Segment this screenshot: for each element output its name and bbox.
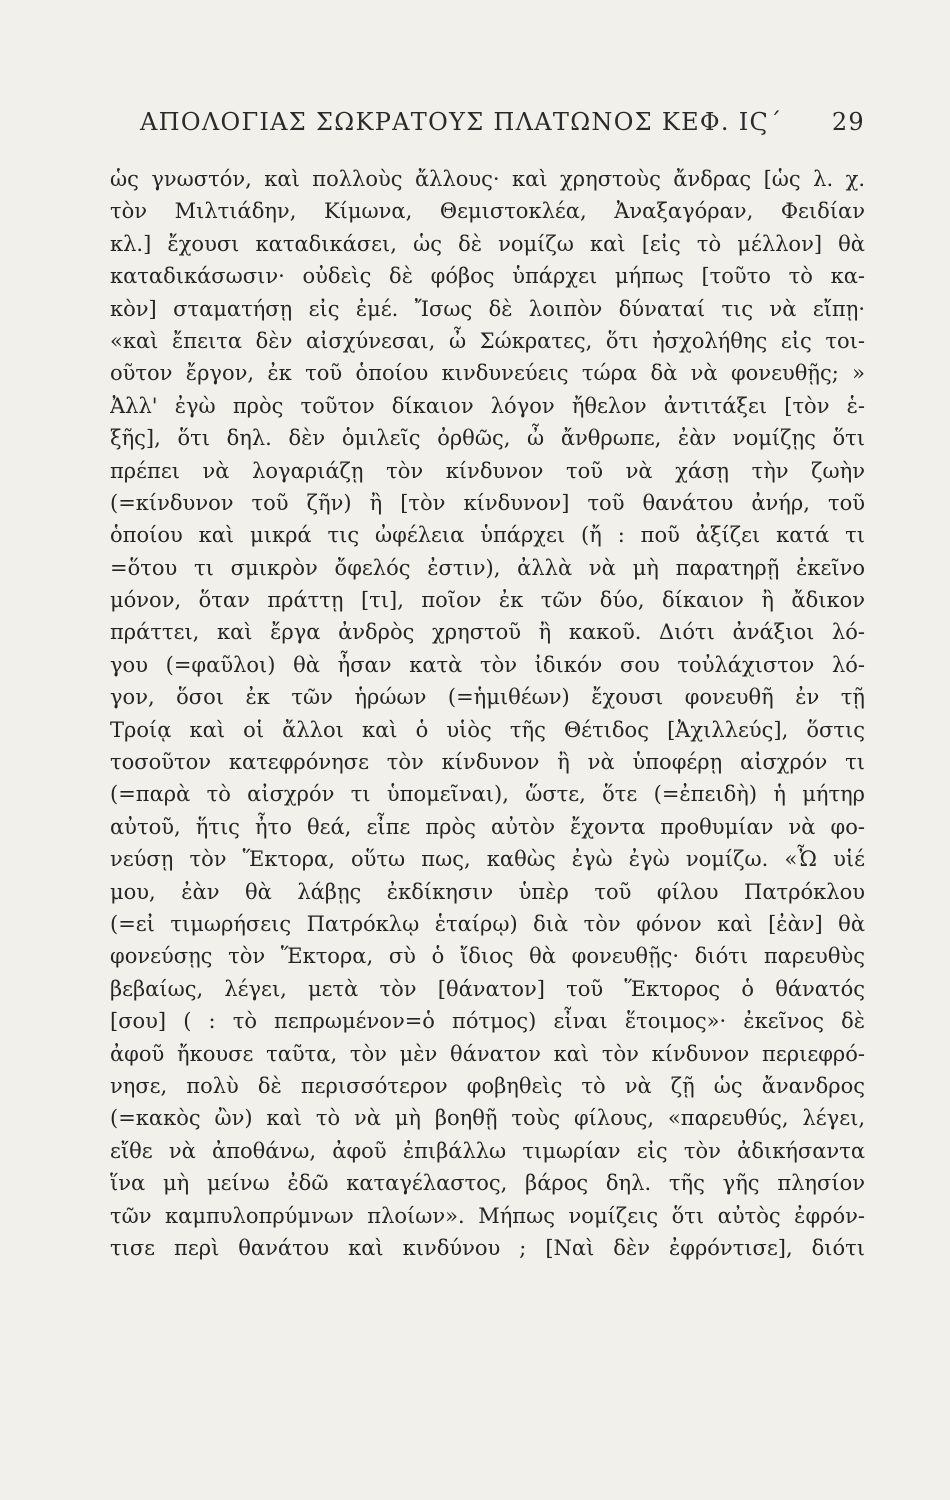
text-line: γου (=φαῦλοι) θὰ ἦσαν κατὰ τὸν ἰδικόν σου τοὐλάχιστον λό-: [110, 652, 865, 677]
text-line: Ἀλλ' ἐγὼ πρὸς τοῦτον δίκαιον λόγον ἤθελον ἀντιτάξει [τὸν ἑ-: [110, 393, 865, 418]
text-line: οῦτον ἔργον, ἐκ τοῦ ὁποίου κινδυνεύεις τώρα δὰ νὰ φονευθῇς; »: [110, 361, 865, 386]
page-number: 29: [831, 108, 865, 136]
text-line: ξῆς], ὅτι δηλ. δὲν ὁμιλεῖς ὀρθῶς, ὦ ἄνθρωπε, ἐὰν νομίζῃς ὅτι: [110, 426, 865, 451]
text-line: εἴθε νὰ ἀποθάνω, ἀφοῦ ἐπιβάλλω τιμωρίαν εἰς τὸν ἀδικήσαντα: [110, 1138, 865, 1163]
text-line: τοσοῦτον κατεφρόνησε τὸν κίνδυνον ἢ νὰ ὑποφέρῃ αἰσχρόν τι: [110, 750, 865, 775]
text-line: πρέπει νὰ λογαριάζῃ τὸν κίνδυνον τοῦ νὰ χάσῃ τὴν ζωὴν: [110, 458, 865, 483]
text-line: μόνον, ὅταν πράττῃ [τι], ποῖον ἐκ τῶν δύο, δίκαιον ἢ ἄδικον: [110, 588, 865, 613]
text-line: νεύσῃ τὸν Ἕκτορα, οὕτω πως, καθὼς ἐγὼ ἐγὼ νομίζω. «Ὦ υἱέ: [110, 847, 865, 872]
text-line: (=κακὸς ὢν) καὶ τὸ νὰ μὴ βοηθῇ τοὺς φίλους, «παρευθύς, λέγει,: [110, 1106, 865, 1131]
text-line: κλ.] ἔχουσι καταδικάσει, ὡς δὲ νομίζω καὶ [εἰς τὸ μέλλον] θὰ: [110, 231, 865, 256]
text-line: (=παρὰ τὸ αἰσχρόν τι ὑπομεῖναι), ὥστε, ὅτε (=ἐπειδὴ) ἡ μήτηρ: [110, 782, 865, 807]
text-line: μου, ἐὰν θὰ λάβῃς ἐκδίκησιν ὑπὲρ τοῦ φίλου Πατρόκλου: [110, 879, 865, 904]
text-line: τῶν καμπυλοπρύμνων πλοίων». Μήπως νομίζεις ὅτι αὐτὸς ἐφρόν-: [110, 1203, 865, 1228]
text-line: «καὶ ἔπειτα δὲν αἰσχύνεσαι, ὦ Σώκρατες, ὅτι ἠσχολήθης εἰς τοι-: [110, 328, 865, 353]
text-line: καταδικάσωσιν· οὐδεὶς δὲ φόβος ὑπάρχει μήπως [τοῦτο τὸ κα-: [110, 264, 865, 289]
text-line: Τροίᾳ καὶ οἱ ἄλλοι καὶ ὁ υἱὸς τῆς Θέτιδος [Ἀχιλλεύς], ὅστις: [110, 717, 865, 742]
body-text: [110, 163, 865, 1264]
text-line: φονεύσῃς τὸν Ἕκτορα, σὺ ὁ ἴδιος θὰ φονευθῇς· διότι παρευθὺς: [110, 944, 865, 969]
text-line: γον, ὅσοι ἐκ τῶν ἡρώων (=ἡμιθέων) ἔχουσι φονευθῆ ἐν τῇ: [110, 685, 865, 710]
running-header: [140, 108, 865, 136]
text-line: πράττει, καὶ ἔργα ἀνδρὸς χρηστοῦ ἢ κακοῦ. Διότι ἀνάξιοι λό-: [110, 620, 865, 645]
header-title: ΑΠΟΛΟΓΙΑΣ ΣΩΚΡΑΤΟΥΣ ΠΛΑΤΩΝΟΣ ΚΕΦ. ΙϚ΄: [140, 108, 783, 136]
text-line: κὸν] σταματήσῃ εἰς ἐμέ. Ἴσως δὲ λοιπὸν δύναταί τις νὰ εἴπῃ·: [110, 296, 865, 321]
text-line: βεβαίως, λέγει, μετὰ τὸν [θάνατον] τοῦ Ἕκτορος ὁ θάνατός: [110, 976, 865, 1001]
text-line: =ὅτου τι σμικρὸν ὄφελός ἐστιν), ἀλλὰ νὰ μὴ παρατηρῇ ἐκεῖνο: [110, 555, 865, 580]
text-line: τισε περὶ θανάτου καὶ κινδύνου ; [Ναὶ δὲν ἐφρόντισε], διότι: [110, 1235, 865, 1260]
text-line: ὁποίου καὶ μικρά τις ὠφέλεια ὑπάρχει (ἤ : ποῦ ἀξίζει κατά τι: [110, 523, 865, 548]
text-line: ἵνα μὴ μείνω ἐδῶ καταγέλαστος, βάρος δηλ. τῆς γῆς πλησίον: [110, 1171, 865, 1196]
text-line: ὡς γνωστόν, καὶ πολλοὺς ἄλλους· καὶ χρηστοὺς ἄνδρας [ὡς λ. χ.: [110, 167, 865, 191]
text-line: αὐτοῦ, ἥτις ἦτο θεά, εἶπε πρὸς αὐτὸν ἔχοντα προθυμίαν νὰ φο-: [110, 814, 865, 839]
text-line: τὸν Μιλτιάδην, Κίμωνα, Θεμιστοκλέα, Ἀναξαγόραν, Φειδίαν: [110, 199, 865, 224]
text-line: νησε, πολὺ δὲ περισσότερον φοβηθεὶς τὸ νὰ ζῇ ὡς ἄνανδρος: [110, 1073, 865, 1098]
text-line: [σου] ( : τὸ πεπρωμένον=ὁ πότμος) εἶναι ἕτοιμος»· ἐκεῖνος δὲ: [110, 1009, 865, 1034]
text-line: ἀφοῦ ἤκουσε ταῦτα, τὸν μὲν θάνατον καὶ τὸν κίνδυνον περιεφρό-: [110, 1041, 865, 1066]
text-line: (=κίνδυνον τοῦ ζῆν) ἢ [τὸν κίνδυνον] τοῦ θανάτου ἀνήρ, τοῦ: [110, 490, 865, 515]
text-line: (=εἰ τιμωρήσεις Πατρόκλῳ ἑταίρῳ) διὰ τὸν φόνον καὶ [ἐὰν] θὰ: [110, 911, 865, 936]
